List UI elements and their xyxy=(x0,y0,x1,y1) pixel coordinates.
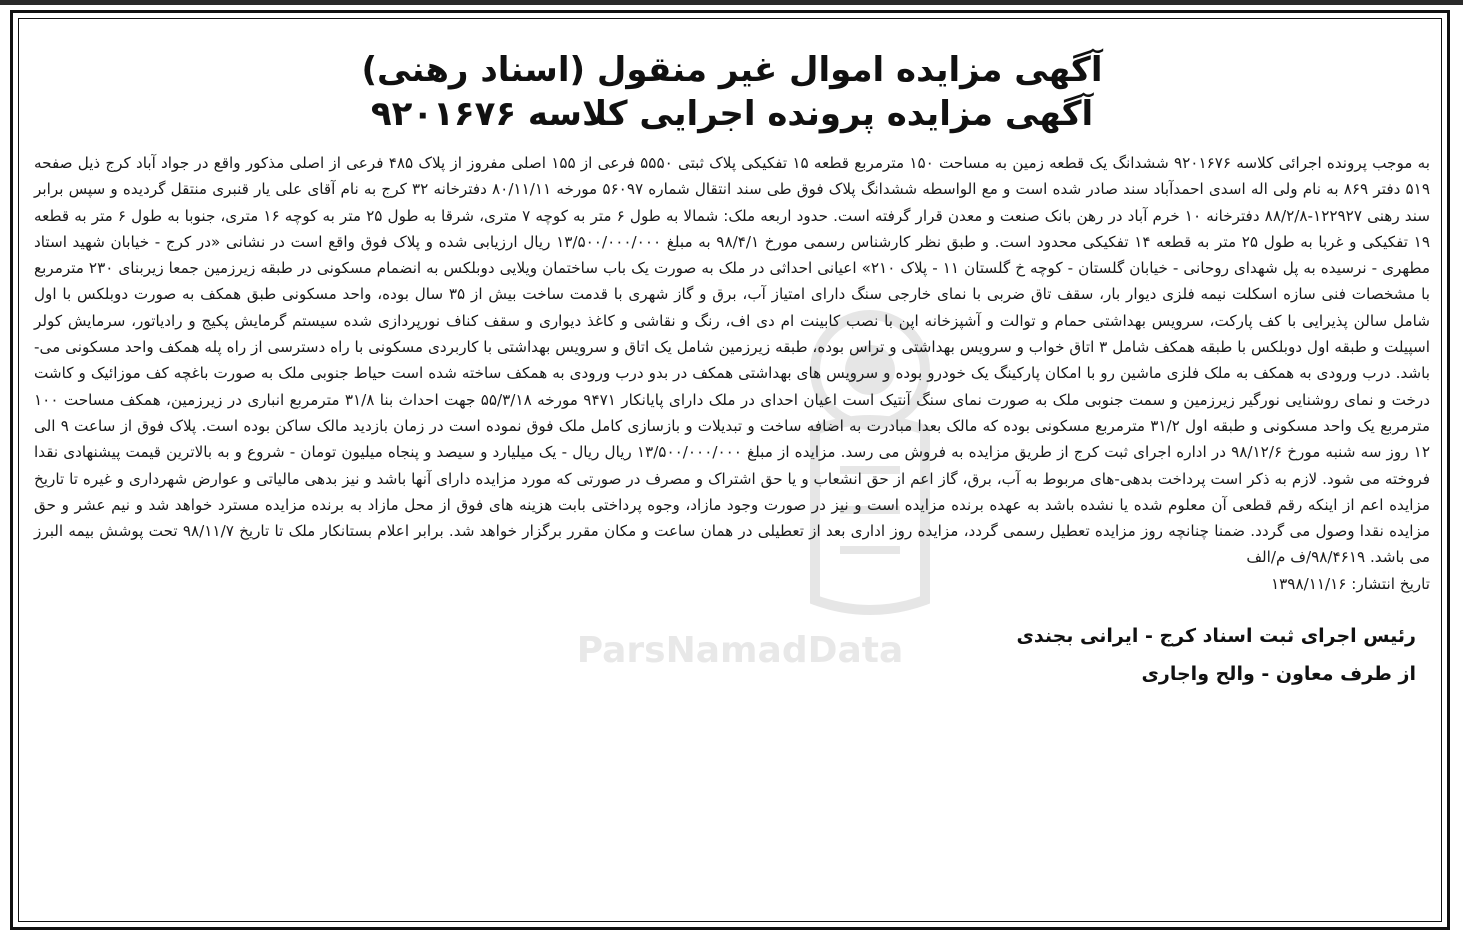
signature-line-2: از طرف معاون - والح واجاری xyxy=(1141,662,1416,685)
signature-block xyxy=(34,617,1430,693)
top-rule xyxy=(0,0,1463,5)
notice-header xyxy=(34,48,1430,136)
publication-date: تاریخ انتشار: ۱۳۹۸/۱۱/۱۶ xyxy=(1270,574,1430,593)
notice-content xyxy=(34,30,1430,910)
watermark-site-name: ParsNamadData xyxy=(576,630,904,671)
notice-title: آگهی مزایده اموال غیر منقول (اسناد رهنی) xyxy=(361,50,1103,90)
notice-subtitle: آگهی مزایده پرونده اجرایی کلاسه ۹۲۰۱۶۷۶ xyxy=(370,94,1094,134)
notice-body: به موجب پرونده اجرائی کلاسه ۹۲۰۱۶۷۶ ششدانگ یک قطعه زمین به مساحت ۱۵۰ مترمربع قطعه ۱۵ تفکیکی پلاک ثبتی ۵۵۵۰ فرعی از ۱۵۵ اصلی مفروز از پلاک ۴۸۵ فرعی از اصلی مذکور واقع در جواد آباد کرج ذیل صفحه ۵۱۹ دفتر ۸۶۹ به نام ولی اله اسدی احمدآباد سند صادر شده است و مع الواسطه ششدانگ پلاک فوق طی سند انتقال شماره ۵۶۰۹۷ مورخه ۸۰/۱۱/۱۱ دفترخانه ۳۲ کرج به نام آقای علی یار قنبری منتقل گردیده و سپس برابر سند رهنی ۱۲۲۹۲۷-۸۸/۲/۸ دفترخانه ۱۰ خرم آباد در رهن بانک صنعت و معدن قرار گرفته است. حدود اربعه ملک: شمالا به طول ۶ متر به کوچه ۷ متری، شرقا به طول ۲۵ متر به کوچه ۱۶ متری، جنوبا به طول ۶ متر به قطعه ۱۹ تفکیکی و غربا به طول ۲۵ متر به قطعه ۱۴ تفکیکی محدود است. و طبق نظر کارشناس رسمی مورخ ۹۸/۴/۱ به مبلغ ۱۳/۵۰۰/۰۰۰/۰۰۰ ریال ارزیابی شده و پلاک فوق واقع است در نشانی «در کرج - خیابان شهید استاد مطهری - نرسیده به پل شهدای روحانی - خیابان گلستان - کوچه خ گلستان ۱۱ - پلاک ۲۱۰» اعیانی احداثی در ملک به صورت یک باب ساختمان ویلایی دوبلکس به انضمام مسکونی در طبقه زیرزمین جمعا زیربنای ۲۳۰ مترمربع با مشخصات فنی سازه اسکلت نیمه فلزی دیوار بار، سقف تاق ضربی با نمای خارجی سنگ دارای امتیاز آب، برق و گاز شهری با قدمت ساخت بیش از ۳۵ سال بوده، واحد مسکونی طبق همکف به صورت دوبلکس با اول شامل سالن پذیرایی با کف پارکت، سرویس بهداشتی حمام و توالت و آشپزخانه اپن با نصب کابینت ام دی اف، رنگ و نقاشی و کاغذ دیواری و سقف کناف نورپردازی شده سیستم گرمایش پکیج و رادیاتور، سرمایش کولر اسپیلت و طبقه اول دوبلکس با طبقه همکف شامل ۳ اتاق خواب و سرویس بهداشتی و تراس بوده، طبقه زیرزمین شامل یک اتاق و سرویس بهداشتی با کاربردی مسکونی با راه دسترسی از راه پله همکف واحد مسکونی می-باشد. درب ورودی به همکف به ملک فلزی ماشین رو با امکان پارکینگ یک خودرو بوده و سرویس های بهداشتی همکف در بدو درب ورودی به همکف ساخته شده است حیاط جنوبی ملک به صورت باغچه کف موزائیک و کاشت درخت و نمای روشنایی نورگیر زیرزمین و سمت جنوبی ملک به صورت نمای سنگ آنتیک است اعیان احدای در ملک دارای پایانکار ۹۴۷۱ مورخه ۵۵/۳/۱۸ جهت احداث بنا ۳۱/۸ مترمربع انباری در زیرزمین، همکف مساحت ۱۰۰ مترمربع یک واحد مسکونی و طبقه اول ۳۱/۲ مترمربع مسکونی بوده که مالک بعدا مبادرت به اضافه ساخت و تبدیلات و بازسازی کامل ملک فوق نموده است در زمان بازدید مالک ساکن بوده است. پلاک فوق از ساعت ۹ الی ۱۲ روز سه شنبه مورخ ۹۸/۱۲/۶ در اداره اجرای ثبت کرج از طریق مزایده به فروش می رسد. مزایده از مبلغ ۱۳/۵۰۰/۰۰۰/۰۰۰ ریال ریال - یک میلیارد و سیصد و پنجاه میلیون تومان - شروع و به بالاترین قیمت پیشنهادی نقدا فروخته می شود. لازم به ذکر است پرداخت بدهی-های مربوط به آب، برق، گاز اعم از حق انشعاب و یا حق اشتراک و مصرف در صورتی که مورد مزایده دارای آنها باشد و نیز بدهی مالیاتی و عوارض شهرداری و غیره تا تاریخ مزایده اعم از اینکه رقم قطعی آن معلوم شده یا نشده باشد به عهده برنده مزایده است و نیز در صورت وجود مازاد، وجوه پرداختی بابت هزینه های فوق از محل مازاد به برنده مزایده مسترد خواهد شد و نیم عشر و حق مزایده نقدا وصول می گردد. ضمنا چنانچه روز مزایده تعطیل رسمی گردد، مزایده روز اداری بعد از تعطیلی در همان ساعت و مکان مقرر برگزار خواهد شد. برابر اعلام بستانکار ملک تا تاریخ ۹۸/۱۱/۷ تحت پوشش بیمه البرز می باشد. ۹۸/۴۶۱۹/ف م/الف xyxy=(34,154,1431,567)
signature-line-1: رئیس اجرای ثبت اسناد کرج - ایرانی بجندی xyxy=(1016,624,1416,647)
